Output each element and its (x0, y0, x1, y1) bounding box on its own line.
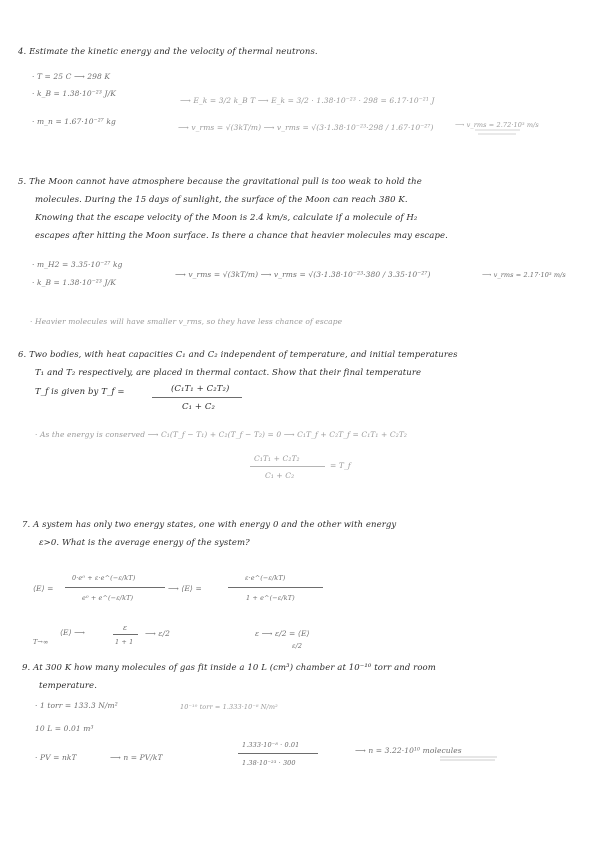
p6-energy-conservation-work: · As the energy is conserved ⟶ C₁(T_f − T₁) + C₂(T_f − T₂) = 0 ⟶ C₁T_f + C₂T_f = C₁T₁ + C₂T₂ (35, 430, 408, 439)
p4-kinetic-energy-work: ⟶ E_k = 3/2 k_B T ⟶ E_k = 3/2 · 1.38·10⁻²³ · 298 = 6.17·10⁻²¹ J (180, 96, 435, 105)
p5-heading: 5. The Moon cannot have atmosphere because the gravitational pull is too weak to hold the (18, 177, 422, 187)
p5-line-2: molecules. During the 15 days of sunlight, the surface of the Moon can reach 380 K. (35, 195, 408, 205)
p4-given-boltzmann: · k_B = 1.38·10⁻²³ J/K (32, 89, 116, 98)
p9-denominator: 1.38·10⁻²³ · 300 (242, 759, 296, 767)
p7-average-result-denominator: 1 + e^(−ε/kT) (246, 594, 295, 602)
p6-line-2: T₁ and T₂ respectively, are placed in thermal contact. Show that their final temperature (35, 368, 422, 378)
p7-heading: 7. A system has only two energy states, one with energy 0 and the other with energy (22, 520, 397, 530)
p6-result-numerator: C₁T₁ + C₂T₂ (254, 454, 300, 463)
p9-result: ⟶ n = 3.22·10¹⁰ molecules (355, 746, 462, 755)
p7-limit-result: ⟶ ε/2 (145, 629, 170, 638)
p5-line-3: Knowing that the escape velocity of the Moon is 2.4 km/s, calculate if a molecule of H₂ (35, 213, 418, 223)
p6-given-fraction-numerator: (C₁T₁ + C₂T₂) (171, 384, 230, 394)
p6-result-denominator: C₁ + C₂ (265, 471, 295, 480)
p6-result-rhs: = T_f (330, 461, 351, 470)
p5-given-boltzmann: · k_B = 1.38·10⁻²³ J/K (32, 278, 116, 287)
p7-average-result-numerator: ε·e^(−ε/kT) (245, 574, 286, 582)
p4-given-temperature: · T = 25 C ⟶ 298 K (32, 72, 111, 81)
p4-velocity-result: ⟶ v_rms = 2.72·10³ m/s (455, 121, 539, 129)
p7-average-energy-label: ⟨E⟩ = (33, 584, 54, 593)
p7-limit-conclusion: ε ⟶ ε/2 = ⟨E⟩ (255, 629, 310, 638)
p9-given-torr: · 1 torr = 133.3 N/m² (35, 701, 118, 710)
p6-given-fraction-bar (152, 397, 242, 398)
p6-line-3: T_f is given by T_f = (35, 387, 125, 397)
p5-conclusion: · Heavier molecules will have smaller v_rms, so they have less chance of escape (30, 317, 343, 326)
p9-numerator: 1.333·10⁻⁸ · 0.01 (242, 741, 300, 749)
p7-average-result-fraction-bar (228, 587, 323, 588)
p5-velocity-work: ⟶ v_rms = √(3kT/m) ⟶ v_rms = √(3·1.38·10⁻²³·380 / 3.35·10⁻²⁷) (175, 270, 431, 279)
p9-fraction-bar (238, 753, 318, 754)
p7-line-2: ε>0. What is the average energy of the system? (39, 538, 250, 548)
p4-heading: 4. Estimate the kinetic energy and the velocity of thermal neutrons. (18, 47, 318, 57)
p5-velocity-result: ⟶ v_rms = 2.17·10³ m/s (482, 271, 566, 279)
p9-solve-for-n: ⟶ n = PV/kT (110, 753, 163, 762)
p5-line-4: escapes after hitting the Moon surface. Is there a chance that heavier molecules may escape. (35, 231, 448, 241)
p7-limit-energy: ⟨E⟩ ⟶ (60, 628, 85, 637)
p9-line-2: temperature. (39, 681, 97, 691)
p4-velocity-work: ⟶ v_rms = √(3kT/m) ⟶ v_rms = √(3·1.38·10⁻²³·298 / 1.67·10⁻²⁷) (178, 123, 434, 132)
p9-given-volume: 10 L = 0.01 m³ (35, 724, 94, 733)
p7-limit-fraction-bar (113, 634, 138, 635)
p4-given-mass: · m_n = 1.67·10⁻²⁷ kg (32, 117, 116, 126)
p6-result-fraction-bar (250, 466, 325, 467)
p7-limit-denominator: 1 + 1 (115, 638, 134, 646)
p7-average-denominator: e⁰ + e^(−ε/kT) (82, 594, 134, 602)
p6-given-fraction-denominator: C₁ + C₂ (182, 402, 216, 412)
p6-heading: 6. Two bodies, with heat capacities C₁ and C₂ independent of temperature, and initial temperatures (18, 350, 458, 360)
p5-given-mass: · m_H2 = 3.35·10⁻²⁷ kg (32, 260, 123, 269)
p7-limit-numerator: ε (123, 623, 128, 632)
p7-average-fraction-bar (65, 587, 165, 588)
p7-average-numerator: 0·e⁰ + ε·e^(−ε/kT) (72, 574, 136, 582)
p9-ideal-gas-law: · PV = nkT (35, 753, 77, 762)
p9-heading: 9. At 300 K how many molecules of gas fit inside a 10 L (cm³) chamber at 10⁻¹⁰ torr and room (22, 663, 436, 673)
p9-given-pressure-conversion: 10⁻¹⁰ torr = 1.333·10⁻⁸ N/m² (180, 703, 278, 711)
p7-limit-conclusion-sub: ε/2 (292, 642, 303, 650)
p7-average-result-label: ⟶ ⟨E⟩ = (168, 584, 202, 593)
p7-limit-label: T→∞ (33, 638, 49, 646)
